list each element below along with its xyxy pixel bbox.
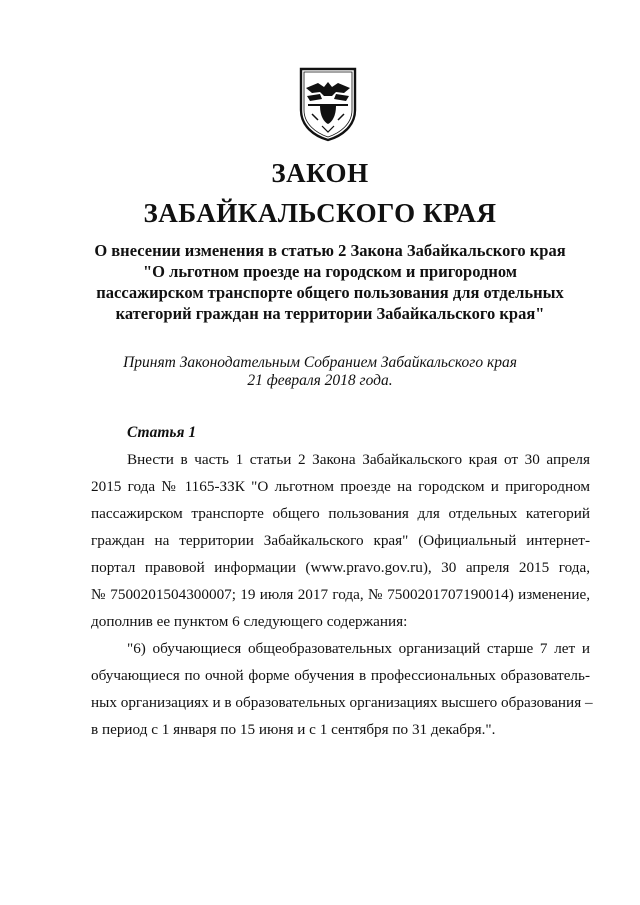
document-title: ЗАКОН <box>271 158 369 188</box>
text-line: ных организациях и в образовательных организациях высшего образования – <box>91 694 593 711</box>
adoption-date: 21 февраля 2018 года. <box>247 372 393 389</box>
subtitle-line: "О льготном проезде на городском и пригородном <box>142 262 518 281</box>
text-line: портал правовой информации (www.pravo.gov.ru), 30 апреля 2015 года, <box>91 559 590 576</box>
adoption-note <box>0 354 640 390</box>
subtitle-line: О внесении изменения в статью 2 Закона Забайкальского края <box>94 241 566 260</box>
document-region-title: ЗАБАЙКАЛЬСКОГО КРАЯ <box>143 198 497 228</box>
article-heading: Статья 1 <box>127 424 197 441</box>
text-line: граждан на территории Забайкальского края" (Официальный интернет- <box>91 532 590 549</box>
law-subtitle <box>60 240 600 324</box>
adoption-line: Принят Законодательным Собранием Забайкальского края <box>123 354 517 371</box>
subtitle-line: пассажирском транспорте общего пользования для отдельных <box>96 283 564 302</box>
text-line: 2015 года № 1165-ЗЗК "О льготном проезде на городском и пригородном <box>91 478 590 495</box>
text-line: обучающиеся по очной форме обучения в профессиональных образователь- <box>91 667 590 684</box>
coat-of-arms-emblem <box>298 66 358 142</box>
text-line: дополнив ее пунктом 6 следующего содержания: <box>91 613 408 630</box>
text-line: в период с 1 января по 15 июня и с 1 сентября по 31 декабря.". <box>91 721 496 738</box>
text-line: Внести в часть 1 статьи 2 Закона Забайкальского края от 30 апреля <box>127 451 590 468</box>
text-line: № 7500201504300007; 19 июля 2017 года, № 7500201707190014) изменение, <box>91 586 590 603</box>
text-line: пассажирском транспорте общего пользования для отдельных категорий <box>91 505 590 522</box>
text-line: "6) обучающиеся общеобразовательных организаций старше 7 лет и <box>127 640 590 657</box>
subtitle-line: категорий граждан на территории Забайкальского края" <box>115 304 545 323</box>
